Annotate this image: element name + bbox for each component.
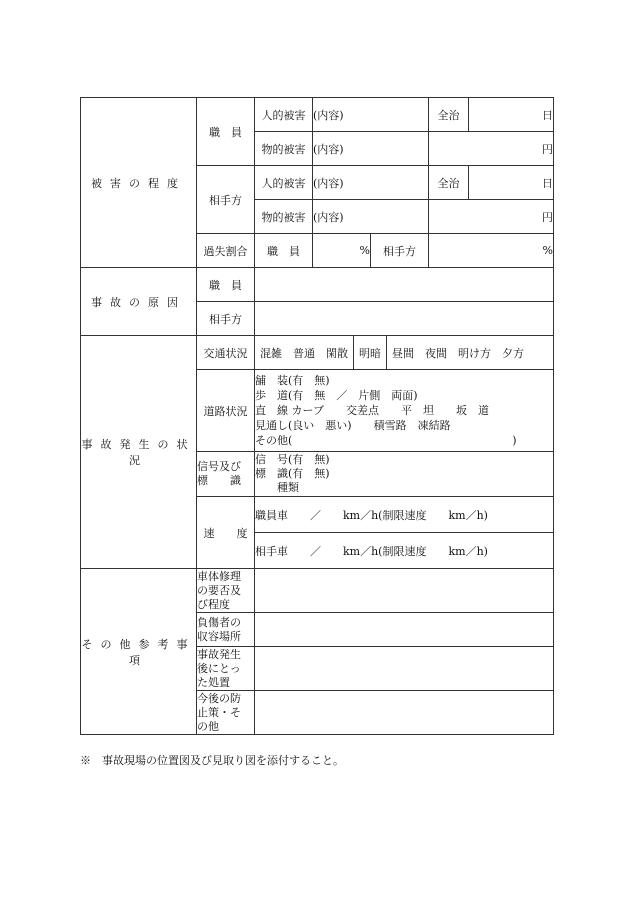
other-recovery-days[interactable]: 日: [469, 166, 554, 200]
after-label-line-1: 事故発生: [197, 647, 241, 661]
road-other-line[interactable]: その他( ): [255, 434, 517, 447]
traffic-light-option[interactable]: 明暗: [354, 336, 387, 369]
road-shape-line[interactable]: 直 線 カーブ 交差点 平 坦 坂 道: [255, 404, 489, 417]
other-property-content[interactable]: (内容): [313, 200, 429, 234]
cause-staff-field[interactable]: [255, 268, 554, 302]
prevention-label-line-1: 今後の防: [197, 691, 241, 705]
road-label: 道路状況: [197, 370, 255, 452]
speed-staff-field[interactable]: 職員車 ／ km／h(制限速度 km／h): [255, 497, 554, 533]
damage-staff-label: 職 員: [197, 98, 255, 166]
cause-other-field[interactable]: [255, 302, 554, 336]
signal-label-line-1: 信号及び: [197, 460, 241, 473]
signal-label-line-2: 標 識: [197, 474, 241, 487]
staff-property-amount[interactable]: 円: [429, 132, 554, 166]
injured-field[interactable]: [255, 613, 554, 647]
speed-other-field[interactable]: 相手車 ／ km／h(制限速度 km／h): [255, 533, 554, 569]
prevention-label-line-3: の他: [197, 719, 219, 733]
signal-conditions: [255, 452, 554, 497]
other-recovery-label: 全治: [429, 166, 469, 200]
after-action-label: [197, 647, 255, 691]
fault-other-percent[interactable]: %: [429, 234, 554, 268]
staff-personal-label: 人的被害: [255, 98, 313, 132]
after-label-line-3: た処置: [197, 675, 230, 689]
cause-other-label: 相手方: [197, 302, 255, 336]
speed-label: 速 度: [197, 497, 255, 569]
prevention-field[interactable]: [255, 691, 554, 735]
other-property-amount[interactable]: 円: [429, 200, 554, 234]
road-sidewalk-line[interactable]: 歩 道(有 無 ／ 片側 両面): [255, 389, 418, 402]
road-conditions: [255, 370, 554, 452]
after-label-line-2: 後にとっ: [197, 661, 241, 675]
fault-ratio-label: 過失割合: [197, 234, 255, 268]
prevention-label: [197, 691, 255, 735]
signal-line[interactable]: 信 号(有 無): [255, 453, 330, 466]
footnote: ※ 事故現場の位置図及び見取り図を添付すること。: [80, 754, 344, 767]
other-personal-content[interactable]: (内容): [313, 166, 429, 200]
injured-label-line-2: 収容場所: [197, 629, 241, 643]
traffic-label: 交通状況: [197, 336, 255, 370]
cause-section-label: 事故の原因: [81, 268, 197, 336]
other-property-label: 物的被害: [255, 200, 313, 234]
sign-line[interactable]: 標 識(有 無): [255, 467, 330, 480]
cause-staff-label: 職 員: [197, 268, 255, 302]
traffic-options: [255, 336, 554, 370]
after-action-field[interactable]: [255, 647, 554, 691]
repair-label-line-1: 車体修理: [197, 569, 241, 583]
repair-label-line-3: び程度: [197, 597, 230, 611]
repair-label: [197, 569, 255, 613]
staff-personal-content[interactable]: (内容): [313, 98, 429, 132]
road-pavement-line[interactable]: 舗 装(有 無): [255, 374, 330, 387]
other-section-label: その他参考事項: [81, 569, 197, 735]
traffic-time-option[interactable]: 昼間 夜間 明け方 夕方: [392, 346, 524, 360]
other-personal-label: 人的被害: [255, 166, 313, 200]
staff-property-label: 物的被害: [255, 132, 313, 166]
repair-label-line-2: の要否及: [197, 583, 241, 597]
injured-label-line-1: 負傷者の: [197, 615, 241, 629]
traffic-volume-option[interactable]: 混雑 普通 閑散: [255, 336, 354, 369]
sign-type-line[interactable]: 種類: [255, 481, 299, 494]
repair-field[interactable]: [255, 569, 554, 613]
staff-recovery-label: 全治: [429, 98, 469, 132]
prevention-label-line-2: 止策・そ: [197, 705, 241, 719]
situation-section-label: 事故発生の状況: [81, 336, 197, 569]
staff-recovery-days[interactable]: 日: [469, 98, 554, 132]
fault-staff-percent[interactable]: %: [313, 234, 371, 268]
damage-section-label: 被害の程度: [81, 98, 197, 268]
fault-staff-label: 職 員: [255, 234, 313, 268]
accident-report-table: [80, 97, 554, 735]
staff-property-content[interactable]: (内容): [313, 132, 429, 166]
damage-other-label: 相手方: [197, 166, 255, 234]
signal-label: [197, 452, 255, 497]
road-visibility-line[interactable]: 見通し(良い 悪い) 積雪路 凍結路: [255, 419, 451, 432]
injured-label: [197, 613, 255, 647]
fault-other-label: 相手方: [371, 234, 429, 268]
